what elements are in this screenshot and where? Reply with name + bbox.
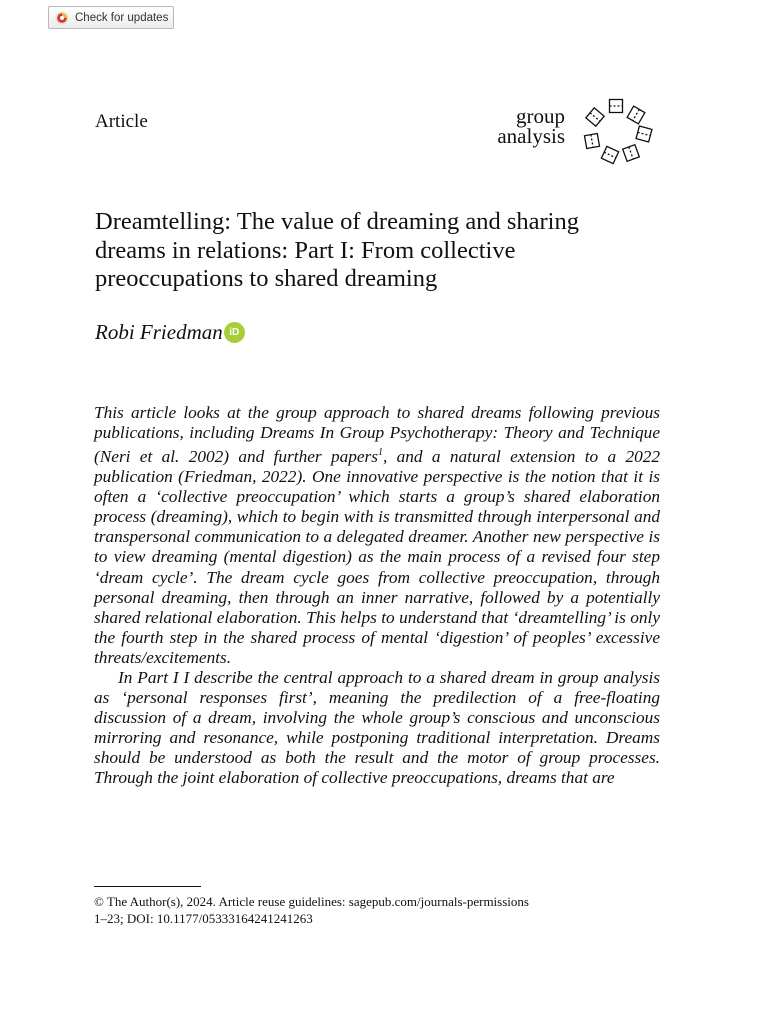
footnote-divider: [94, 886, 201, 887]
footnote: [94, 893, 529, 927]
crossmark-icon: [55, 11, 69, 25]
author-name: Robi Friedman: [95, 320, 223, 344]
check-for-updates-button[interactable]: [48, 6, 174, 29]
permissions-link[interactable]: sagepub.com/journals-permissions: [348, 894, 529, 909]
author-row: [95, 320, 245, 345]
abstract-paragraph-1-text: This article looks at the group approach to shared dreams following previous publications, including Dreams In Group Psychotherapy: Theory and Technique (Neri et al. 2002) and further papers: [94, 403, 660, 466]
check-for-updates-label: Check for updates: [75, 11, 169, 24]
footnote-marker[interactable]: 1: [378, 447, 383, 459]
copyright-line: [94, 893, 529, 910]
copyright-text: © The Author(s), 2024. Article reuse guidelines:: [94, 894, 349, 909]
abstract-paragraph-1-continuation: , and a natural extension to a 2022 publication (Friedman, 2022). One innovative perspective is the notion that it is often a ‘collective preoccupation’ which starts a group’s shared elaboration process (dreaming), which to begin with is transmitted through interpersonal and transpersonal communication to a delegated dreamer. Another new perspective is to view dreaming (mental digestion) as the main process of a revised four step ‘dream cycle’. The dream cycle goes from collective preoccupation, through personal dreaming, then through an inner narrative, followed by a potentially shared relational elaboration. This helps to understand that ‘dreamtelling’ is only the fourth step in the shared process of mental ‘digestion’ of peoples’ excessive threats/excitements.: [94, 446, 661, 667]
doi-line[interactable]: 1–23; DOI: 10.1177/05333164241241263: [94, 911, 313, 926]
abstract-paragraph-2: In Part I I describe the central approach to a shared dream in group analysis as ‘personal responses first’, meaning the predilection of a free-floating discussion of a dream, involving the whole group’s conscious and unconscious mirroring and resonance, while postponing traditional interpretation. Dreams should be understood as both the result and the motor of group processes. Through the joint elaboration of collective preoccupations, dreams that are: [94, 667, 660, 788]
journal-logo-line2: analysis: [497, 124, 565, 148]
abstract: [94, 403, 660, 789]
journal-logo: [470, 96, 665, 168]
journal-logo-text: [497, 106, 565, 146]
circle-of-squares-icon: [570, 96, 660, 168]
abstract-paragraph-1: [94, 403, 660, 668]
article-title: Dreamtelling: The value of dreaming and sharing dreams in relations: Part I: From collective preoccupations to shared dreaming: [95, 208, 579, 292]
orcid-icon[interactable]: iD: [224, 322, 245, 343]
article-type-label: Article: [95, 111, 148, 132]
journal-logo-line1: group: [516, 104, 565, 128]
